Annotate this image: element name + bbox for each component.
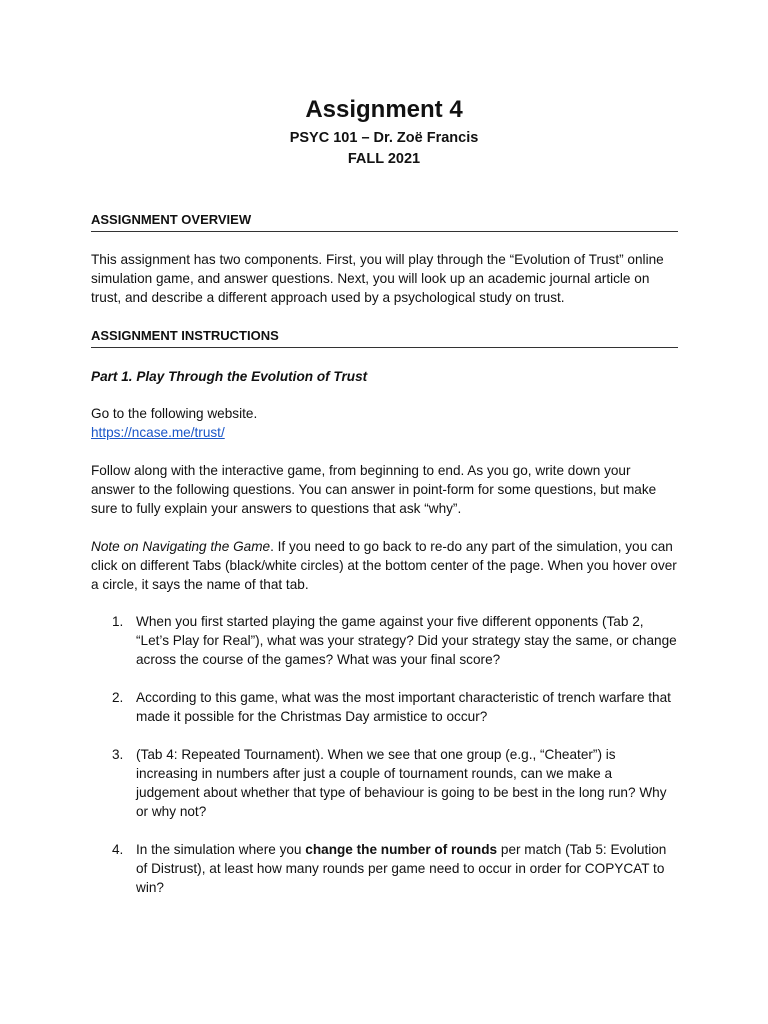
course-line: PSYC 101 – Dr. Zoë Francis [289,130,479,146]
follow-text: Follow along with the interactive game, from beginning to end. As you go, write down your answer to the following questions. You can answer in point-form for some questions, but make sure to fully explain your answers to questions that ask “why”. [91,463,657,516]
website-block [91,404,678,442]
instructions-heading: ASSIGNMENT INSTRUCTIONS [91,326,678,348]
follow-block [91,461,678,518]
question-text: According to this game, what was the most important characteristic of trench warfare that made it possible for the Christmas Day armistice to occur? [136,690,671,724]
navigation-note [91,537,678,594]
title-block [0,94,768,170]
question-number: 3. [112,747,124,762]
note-text: . If you need to go back to re-do any part of the simulation, you can click on different Tabs (black/white circles) at the bottom center of the page. When you hover over a circle, it says the name of that tab. [91,539,677,592]
question-text: When you first started playing the game against your five different opponents (Tab 2, “Let’s Play for Real”), what was your strategy? Did your strategy stay the same, or change across the course of the games? What was your final score? [136,614,677,667]
overview-section [91,210,678,232]
instructions-section [91,326,678,348]
question-4-block [91,840,678,897]
document-title: Assignment 4 [305,96,463,123]
term-line: FALL 2021 [347,151,421,167]
overview-heading: ASSIGNMENT OVERVIEW [91,210,678,232]
question-text: (Tab 4: Repeated Tournament). When we see that one group (e.g., “Cheater”) is increasing in numbers after just a couple of tournament rounds, can we make a judgement about whether that type of behaviour is going to be best in the long run? Why or why not? [136,747,667,819]
question-number: 1. [112,614,124,629]
question-1-block [91,612,678,669]
overview-body [91,250,678,307]
part1-block [91,367,678,386]
part1-heading: Part 1. Play Through the Evolution of Trust [91,369,368,384]
trust-game-link[interactable]: https://ncase.me/trust/ [91,425,225,440]
question-item [91,612,678,669]
question-2-block [91,688,678,726]
question-item [91,745,678,821]
note-label: Note on Navigating the Game [91,539,271,554]
goto-text: Go to the following website. [91,406,258,421]
question-item [91,688,678,726]
question-text-end: per match (Tab 5: Evolution of Distrust), at least how many rounds per game need to occur in order for COPYCAT to win? [136,842,667,895]
note-block [91,537,678,594]
question-3-block [91,745,678,821]
question-text-emphasis: change the number of rounds [305,842,498,857]
question-text-start: In the simulation where you [136,842,306,857]
question-item [91,840,678,897]
question-number: 4. [112,842,124,857]
overview-text: This assignment has two components. First, you will play through the “Evolution of Trust” online simulation game, and answer questions. Next, you will look up an academic journal article on trust, and describe a different approach used by a psychological study on trust. [91,252,664,305]
question-list [91,612,678,669]
question-number: 2. [112,690,124,705]
